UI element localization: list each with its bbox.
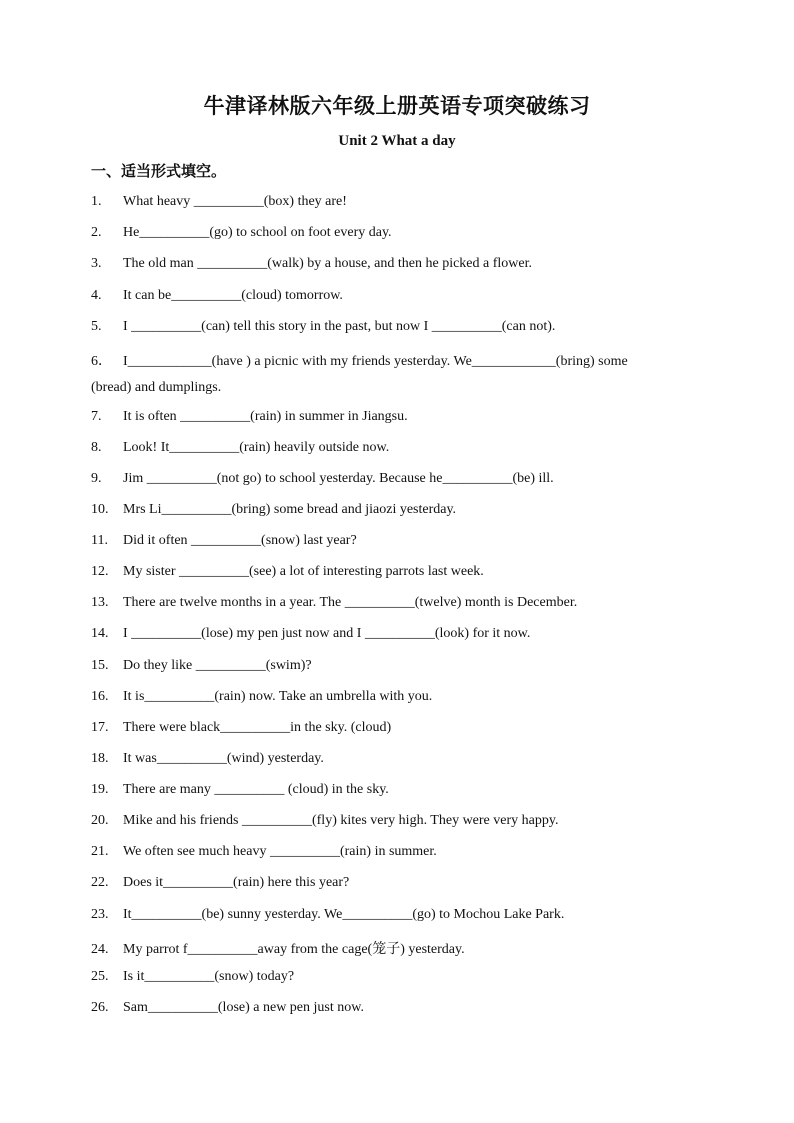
question-item	[91, 782, 703, 798]
question-text: Mrs Li__________(bring) some bread and jiaozi yesterday.	[123, 502, 457, 517]
question-item	[91, 533, 703, 549]
question-item	[91, 194, 703, 210]
question-text: It was__________(wind) yesterday.	[123, 751, 324, 766]
question-text: It is often __________(rain) in summer in Jiangsu.	[123, 409, 408, 424]
question-text: Is it__________(snow) today?	[123, 969, 295, 984]
question-item	[91, 813, 703, 829]
question-item	[91, 471, 703, 487]
question-number: 7.	[91, 409, 102, 424]
question-item	[91, 350, 703, 370]
question-text: Look! It__________(rain) heavily outside now.	[123, 440, 390, 455]
question-number: 4.	[91, 288, 102, 303]
question-text: He__________(go) to school on foot every day.	[123, 225, 392, 240]
question-number: 5.	[91, 319, 102, 334]
question-text: Sam__________(lose) a new pen just now.	[123, 1000, 364, 1015]
question-text: Does it__________(rain) here this year?	[123, 875, 350, 890]
question-item	[91, 595, 703, 611]
question-text: My parrot f__________away from the cage(笼子) yesterday.	[123, 942, 465, 957]
question-text: There were black__________in the sky. (cloud)	[123, 720, 392, 735]
question-number: 14.	[91, 626, 109, 641]
question-item	[91, 256, 703, 272]
question-number: 21.	[91, 844, 109, 859]
question-number: 13.	[91, 595, 109, 610]
question-number: 23.	[91, 907, 109, 922]
question-number: 20.	[91, 813, 109, 828]
question-text: There are twelve months in a year. The __________(twelve) month is December.	[123, 595, 578, 610]
question-number: 17.	[91, 720, 109, 735]
question-number: 15.	[91, 658, 109, 673]
unit-subtitle: Unit 2 What a day	[338, 133, 456, 149]
question-number: 3.	[91, 256, 102, 271]
question-item	[91, 875, 703, 891]
question-item	[91, 288, 703, 304]
question-item	[91, 720, 703, 736]
question-number: 24.	[91, 942, 109, 957]
question-item	[91, 689, 703, 705]
question-text: It can be__________(cloud) tomorrow.	[123, 288, 343, 303]
page-title: 牛津译林版六年级上册英语专项突破练习	[203, 94, 591, 118]
question-number: 9.	[91, 471, 102, 486]
question-number: 12.	[91, 564, 109, 579]
question-number: 8.	[91, 440, 102, 455]
question-text: I____________(have ) a picnic with my friends yesterday. We____________(bring) some	[123, 354, 628, 369]
question-number: 18.	[91, 751, 109, 766]
question-text: Jim __________(not go) to school yesterday. Because he__________(be) ill.	[123, 471, 554, 486]
question-text: Do they like __________(swim)?	[123, 658, 312, 673]
question-text: I __________(lose) my pen just now and I __________(look) for it now.	[123, 626, 531, 641]
question-item	[91, 844, 703, 860]
question-number: 19.	[91, 782, 109, 797]
question-text: The old man __________(walk) by a house, and then he picked a flower.	[123, 256, 533, 271]
question-item	[91, 564, 703, 580]
question-number: 11.	[91, 533, 108, 548]
question-item	[91, 938, 703, 958]
question-item	[91, 658, 703, 674]
question-number: 22.	[91, 875, 109, 890]
question-text: We often see much heavy __________(rain) in summer.	[123, 844, 437, 859]
question-item	[91, 319, 703, 335]
question-text: Mike and his friends __________(fly) kites very high. They were very happy.	[123, 813, 559, 828]
question-number: 10.	[91, 502, 109, 517]
question-item	[91, 225, 703, 241]
question-number: 1.	[91, 194, 102, 209]
question-number: 26.	[91, 1000, 109, 1015]
question-item	[91, 440, 703, 456]
question-text: I __________(can) tell this story in the past, but now I __________(can not).	[123, 319, 556, 334]
question-number: 6．	[91, 354, 112, 369]
question-continuation: (bread) and dumplings.	[91, 380, 222, 395]
section-heading: 一、适当形式填空。	[91, 162, 227, 180]
question-item	[91, 502, 703, 518]
question-text: What heavy __________(box) they are!	[123, 194, 347, 209]
question-text: There are many __________ (cloud) in the sky.	[123, 782, 389, 797]
question-text: It is__________(rain) now. Take an umbrella with you.	[123, 689, 433, 704]
question-number: 2.	[91, 225, 102, 240]
question-item	[91, 969, 703, 985]
question-text: My sister __________(see) a lot of interesting parrots last week.	[123, 564, 484, 579]
question-number: 16.	[91, 689, 109, 704]
question-item	[91, 409, 703, 425]
question-text: Did it often __________(snow) last year?	[123, 533, 357, 548]
question-item	[91, 626, 703, 642]
question-item	[91, 751, 703, 767]
question-text: It__________(be) sunny yesterday. We__________(go) to Mochou Lake Park.	[123, 907, 565, 922]
question-item	[91, 1000, 703, 1016]
question-item	[91, 907, 703, 923]
question-number: 25.	[91, 969, 109, 984]
